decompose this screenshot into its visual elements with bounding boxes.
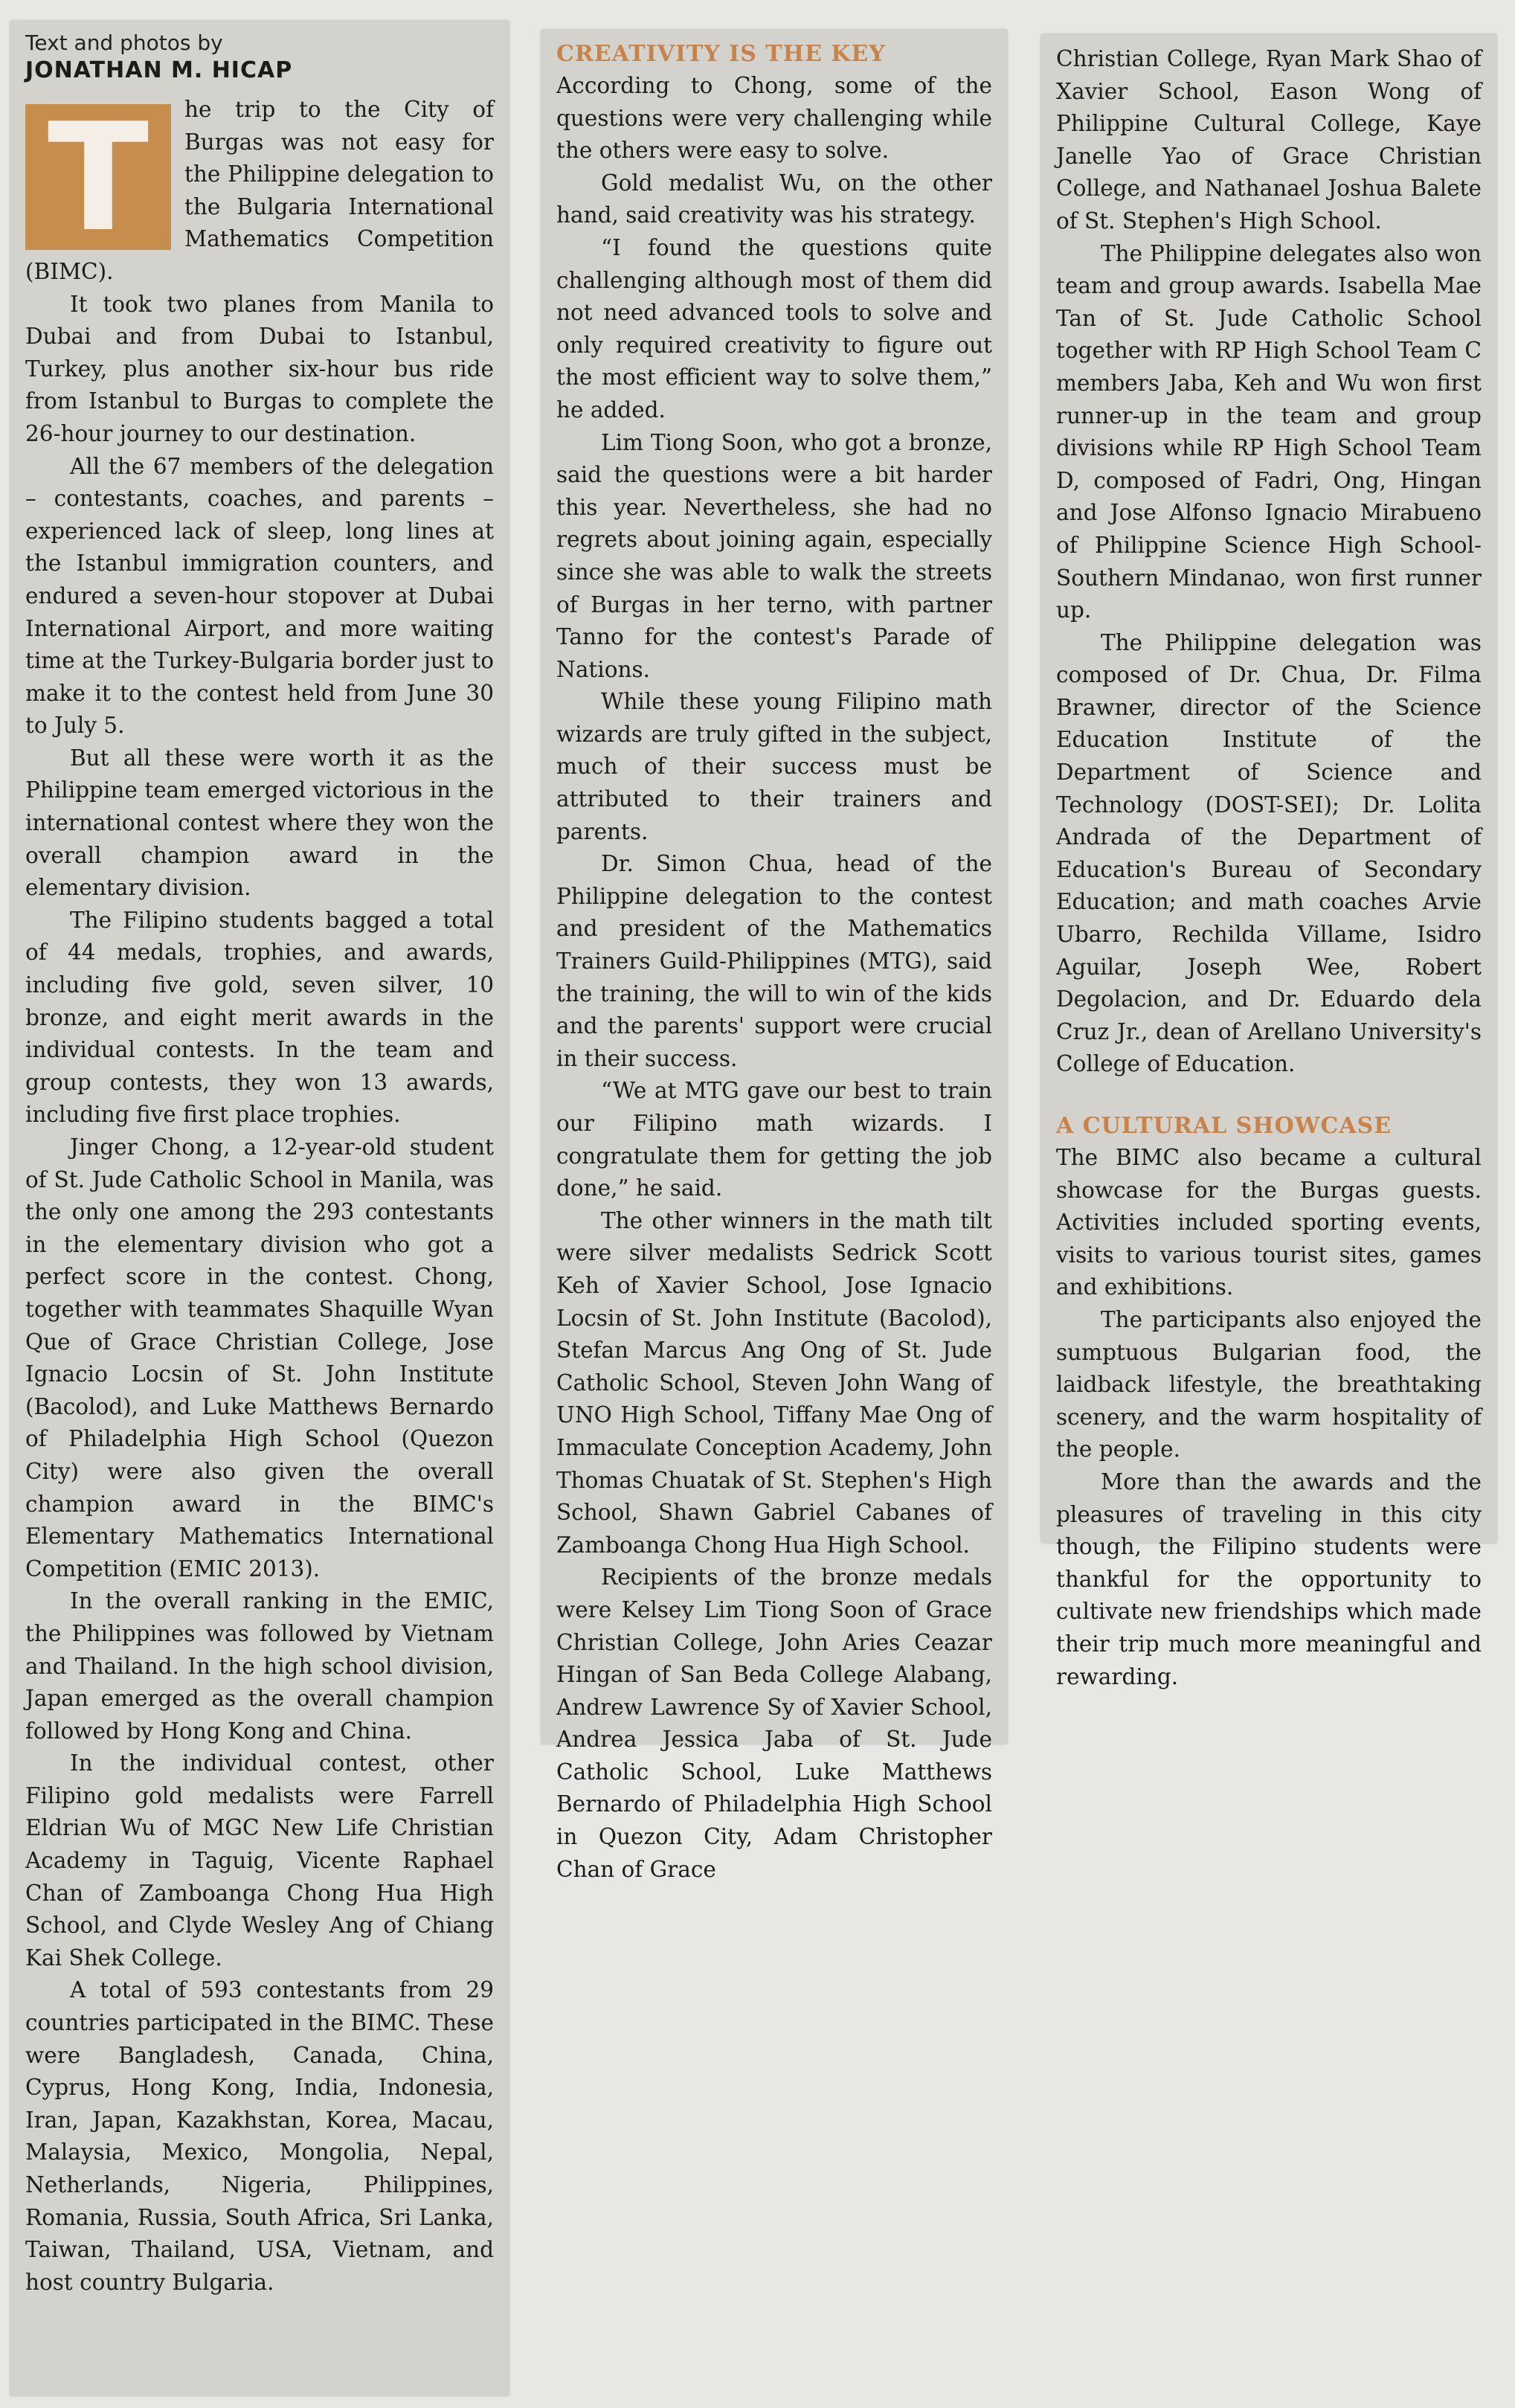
paragraph: Jinger Chong, a 12-year-old student of St. Jude Catholic School in Manila, was the only one among the 293 contestants in the elementary division who got a perfect score in the contest. Chong, together with teammates Shaquille Wyan Que of Grace Christian College, Jose Ignacio Locsin of St. John Institute (Bacolod), and Luke Matthews Bernardo of Philadelphia High School (Quezon City) were also given the overall champion award in the BIMC's Elementary Mathematics International Competition (EMIC 2013). [25,1134,494,1582]
paragraph: Recipients of the bronze medals were Kelsey Lim Tiong Soon of Grace Christian College, John Aries Ceazar Hingan of San Beda College Alabang, Andrew Lawrence Sy of Xavier School, Andrea Jessica Jaba of St. Jude Catholic School, Luke Matthews Bernardo of Philadelphia High School in Quezon City, Adam Christopher Chan of Grace [556,1564,992,1882]
paragraph: “I found the questions quite challenging although most of them did not need advanced tools to solve and only required creativity to figure out the most efficient way to solve them,” he added. [556,234,992,423]
paragraph: In the individual contest, other Filipino gold medalists were Farrell Eldrian Wu of MGC New Life Christian Academy in Taguig, Vicente Raphael Chan of Zamboanga Chong Hua High School, and Clyde Wesley Ang of Chiang Kai Shek College. [25,1750,494,1971]
paragraph: Dr. Simon Chua, head of the Philippine delegation to the contest and president of the Mathematics Trainers Guild-Philippines (MTG), said the training, the will to win of the kids and the parents' support were crucial in their success. [556,851,992,1071]
section-heading-cultural-showcase: A CULTURAL SHOWCASE [1056,1113,1392,1139]
paragraph: While these young Filipino math wizards are truly gifted in the subject, much of their success must be attributed to their trainers and parents. [556,689,992,844]
clipping-column-1 [10,21,509,2395]
paragraph: The participants also enjoyed the sumptuous Bulgarian food, the laidback lifestyle, the breathtaking scenery, and the warm hospitality of the people. [1056,1306,1482,1463]
paragraph: But all these were worth it as the Philippine team emerged victorious in the international contest where they won the overall champion award in the elementary division. [25,745,494,901]
paragraph: All the 67 members of the delegation – contestants, coaches, and parents – experienced lack of sleep, long lines at the Istanbul immigration counters, and endured a seven-hour stopover at Dubai International Airport, and more waiting time at the Turkey-Bulgaria border just to make it to the contest held from June 30 to July 5. [25,453,494,739]
paragraph: “We at MTG gave our best to train our Filipino math wizards. I congratulate them for getting the job done,” he said. [556,1078,992,1201]
paragraph: The BIMC also became a cultural showcase for the Burgas guests. Activities included sporting events, visits to various tourist sites, games and exhibitions. [1056,1145,1482,1300]
paragraph: The Filipino students bagged a total of 44 medals, trophies, and awards, including five gold, seven silver, 10 bronze, and eight merit awards in the individual contests. In the team and group contests, they won 13 awards, including five first place trophies. [25,907,494,1128]
paragraph: It took two planes from Manila to Dubai and from Dubai to Istanbul, Turkey, plus another six-hour bus ride from Istanbul to Burgas to complete the 26-hour journey to our destination. [25,291,494,446]
paragraph: Lim Tiong Soon, who got a bronze, said the questions were a bit harder this year. Nevertheless, she had no regrets about joining again, especially since she was able to walk the streets of Burgas in her terno, with partner Tanno for the contest's Parade of Nations. [556,429,992,682]
paragraph: The Philippine delegates also won team and group awards. Isabella Mae Tan of St. Jude Catholic School together with RP High School Team C members Jaba, Keh and Wu won first runner-up in the team and group divisions while RP High School Team D, composed of Fadri, Ong, Hingan and Jose Alfonso Ignacio Mirabueno of Philippine Science High School-Southern Mindanao, won first runner up. [1056,240,1482,623]
paragraph: Gold medalist Wu, on the other hand, said creativity was his strategy. [556,170,992,228]
paragraph: Christian College, Ryan Mark Shao of Xavier School, Eason Wong of Philippine Cultural College, Kaye Janelle Yao of Grace Christian College, and Nathanael Joshua Balete of St. Stephen's High School. [1056,46,1482,234]
clipping-column-3 [1041,34,1496,1689]
paragraph: According to Chong, some of the questions were very challenging while the others were easy to solve. [556,73,992,164]
drop-cap: T [25,104,171,250]
paragraph: More than the awards and the pleasures of traveling in this city though, the Filipino students were thankful for the opportunity to cultivate new friendships which made their trip much more meaningful and rewarding. [1056,1468,1482,1689]
paragraph: In the overall ranking in the EMIC, the Philippines was followed by Vietnam and Thailand. In the high school division, Japan emerged as the overall champion followed by Hong Kong and China. [25,1588,494,1744]
paragraph: A total of 593 contestants from 29 countries participated in the BIMC. These were Bangladesh, Canada, China, Cyprus, Hong Kong, India, Indonesia, Iran, Japan, Kazakhstan, Korea, Macau, Malaysia, Mexico, Mongolia, Nepal, Netherlands, Nigeria, Philippines, Romania, Russia, South Africa, Sri Lanka, Taiwan, Thailand, USA, Vietnam, and host country Bulgaria. [25,1977,494,2295]
byline-author: JONATHAN M. HICAP [25,57,293,83]
paragraph: he trip to the City of Burgas was not easy for the Philippine delegation to the Bulgaria International Mathematics Competition (BIMC). [25,97,494,284]
paragraph: The Philippine delegation was composed of Dr. Chua, Dr. Filma Brawner, director of the Science Education Institute of the Department of Science and Technology (DOST-SEI); Dr. Lolita Andrada of the Department of Education's Bureau of Secondary Education; and math coaches Arvie Ubarro, Rechilda Villame, Isidro Aguilar, Joseph Wee, Robert Degolacion, and Dr. Eduardo dela Cruz Jr., dean of Arellano University's College of Education. [1056,629,1482,1077]
paragraph: The other winners in the math tilt were silver medalists Sedrick Scott Keh of Xavier School, Jose Ignacio Locsin of St. John Institute (Bacolod), Stefan Marcus Ang Ong of St. Jude Catholic School, Steven John Wang of UNO High School, Tiffany Mae Ong of Immaculate Conception Academy, John Thomas Chuatak of St. Stephen's High School, Shawn Gabriel Cabanes of Zamboanga Chong Hua High School. [556,1207,992,1558]
byline-label: Text and photos by [25,30,223,55]
clipping-column-2 [541,30,1007,1882]
section-heading-creativity: CREATIVITY IS THE KEY [556,41,886,67]
